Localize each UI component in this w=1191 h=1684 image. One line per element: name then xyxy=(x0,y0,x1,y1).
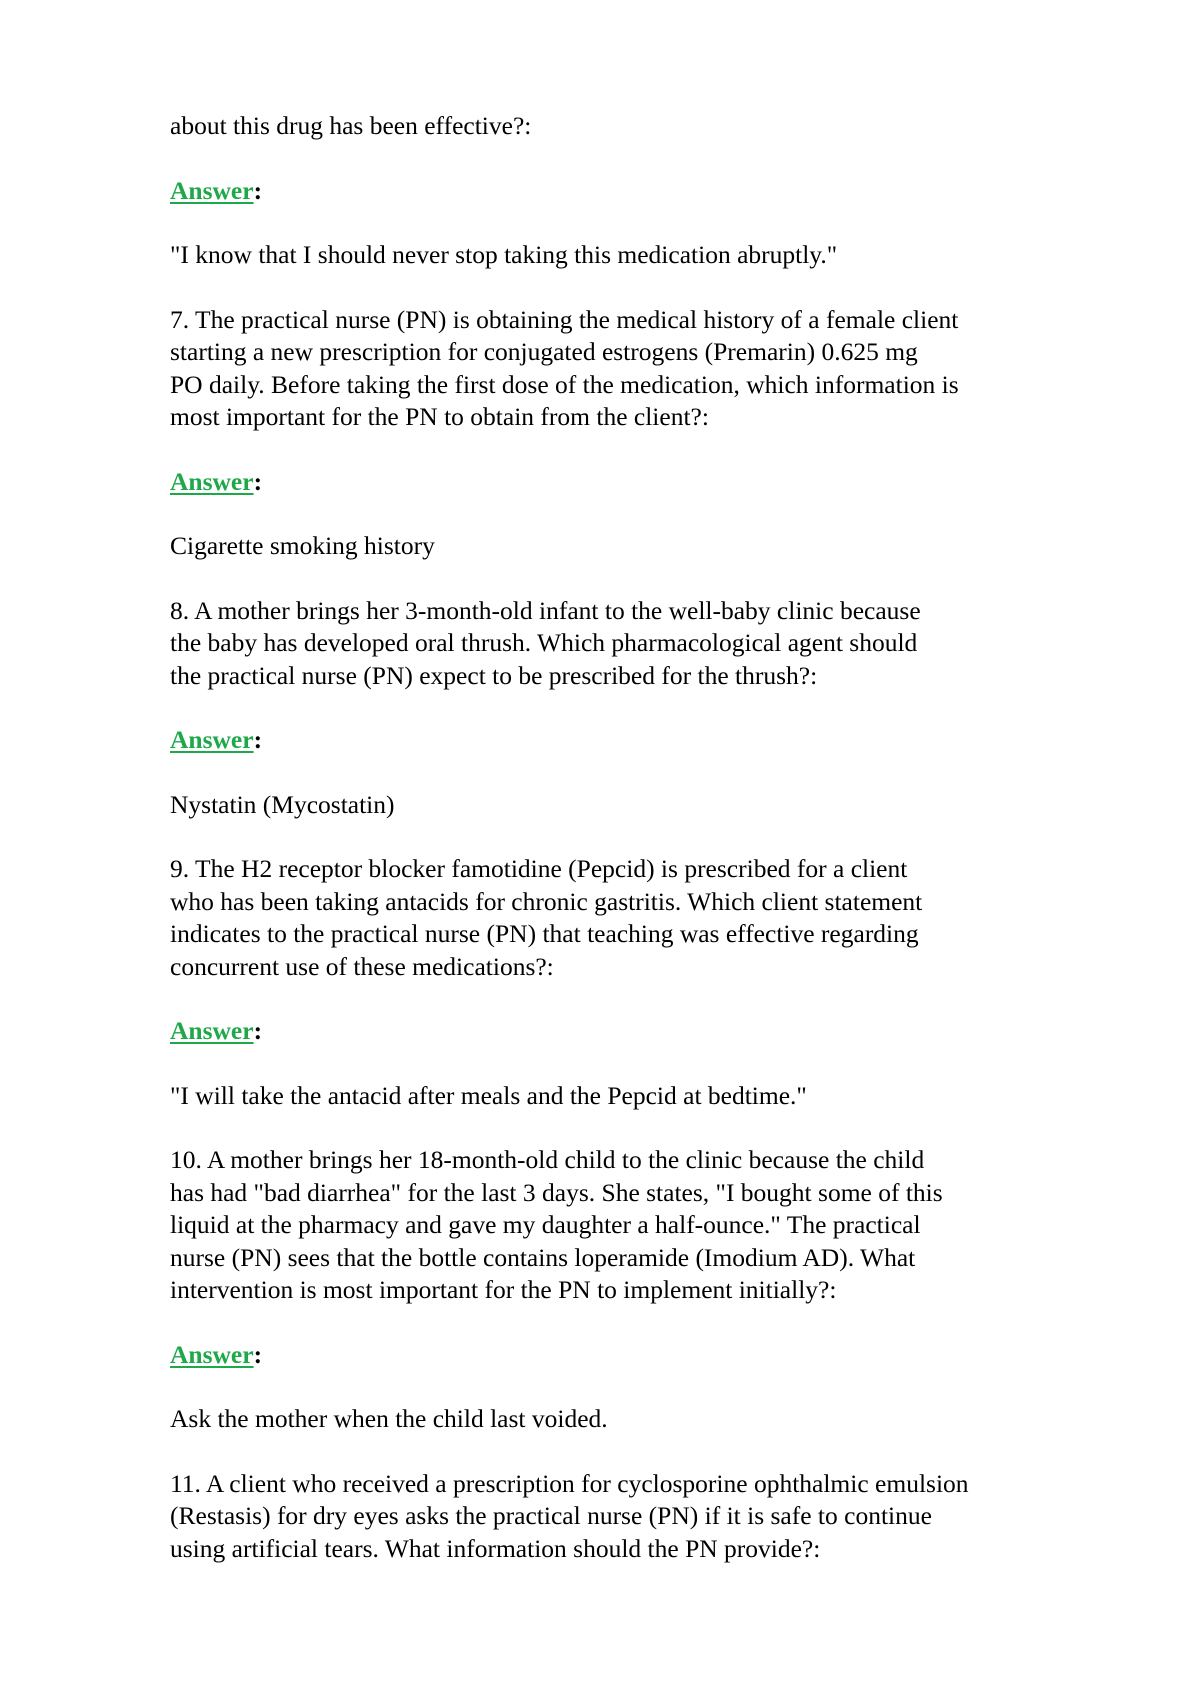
paragraph xyxy=(170,595,1070,693)
paragraph xyxy=(170,110,1070,143)
text-line: concurrent use of these medications?: xyxy=(170,951,554,981)
document-page xyxy=(170,110,1070,1597)
paragraph xyxy=(170,530,1070,563)
answer-label xyxy=(170,1339,1070,1372)
text-line: most important for the PN to obtain from the client?: xyxy=(170,402,709,431)
answer-colon: : xyxy=(253,725,263,754)
text-line: Ask the mother when the child last voided. xyxy=(170,1404,608,1433)
text-line: Cigarette smoking history xyxy=(170,531,435,560)
text-line: 8. A mother brings her 3-month-old infant to the well-baby clinic because xyxy=(170,595,921,625)
answer-colon: : xyxy=(253,1016,263,1045)
text-line: has had "bad diarrhea" for the last 3 days. She states, "I bought some of this xyxy=(170,1177,943,1207)
answer-word: Answer xyxy=(170,725,254,754)
text-line: intervention is most important for the PN to implement initially?: xyxy=(170,1275,837,1304)
paragraph xyxy=(170,1144,1070,1307)
text-line: the baby has developed oral thrush. Which pharmacological agent should xyxy=(170,628,918,657)
answer-colon: : xyxy=(253,1339,263,1369)
answer-label xyxy=(170,466,1070,499)
text-line: the practical nurse (PN) expect to be prescribed for the thrush?: xyxy=(170,660,818,690)
paragraph xyxy=(170,1468,1070,1566)
answer-label xyxy=(170,175,1070,208)
text-line: (Restasis) for dry eyes asks the practical nurse (PN) if it is safe to continue xyxy=(170,1501,932,1530)
answer-word: Answer xyxy=(170,466,254,496)
text-line: who has been taking antacids for chronic gastritis. Which client statement xyxy=(170,886,923,916)
text-line: 11. A client who received a prescription for cyclosporine ophthalmic emulsion xyxy=(170,1468,969,1498)
paragraph xyxy=(170,304,1070,434)
answer-word: Answer xyxy=(170,175,254,205)
paragraph xyxy=(170,853,1070,983)
text-line: Nystatin (Mycostatin) xyxy=(170,789,395,819)
text-line: liquid at the pharmacy and gave my daughter a half-ounce." The practical xyxy=(170,1210,921,1239)
text-line: using artificial tears. What information should the PN provide?: xyxy=(170,1533,821,1563)
answer-label xyxy=(170,1015,1070,1048)
paragraph xyxy=(170,1080,1070,1113)
paragraph xyxy=(170,789,1070,822)
answer-colon: : xyxy=(253,466,263,496)
text-line: 10. A mother brings her 18-month-old child to the clinic because the child xyxy=(170,1145,925,1174)
text-line: about this drug has been effective?: xyxy=(170,111,532,140)
text-line: 9. The H2 receptor blocker famotidine (Pepcid) is prescribed for a client xyxy=(170,854,908,883)
text-line: 7. The practical nurse (PN) is obtaining the medical history of a female client xyxy=(170,304,959,334)
text-line: nurse (PN) sees that the bottle contains loperamide (Imodium AD). What xyxy=(170,1242,916,1272)
answer-word: Answer xyxy=(170,1339,254,1369)
text-line: "I will take the antacid after meals and the Pepcid at bedtime." xyxy=(170,1080,807,1110)
paragraph xyxy=(170,1403,1070,1436)
answer-colon: : xyxy=(253,175,263,205)
text-line: "I know that I should never stop taking this medication abruptly." xyxy=(170,240,838,269)
paragraph xyxy=(170,239,1070,272)
text-line: starting a new prescription for conjugated estrogens (Premarin) 0.625 mg xyxy=(170,337,918,366)
text-line: indicates to the practical nurse (PN) that teaching was effective regarding xyxy=(170,919,919,948)
answer-word: Answer xyxy=(170,1016,254,1045)
answer-label xyxy=(170,724,1070,757)
text-line: PO daily. Before taking the first dose of the medication, which information is xyxy=(170,369,959,399)
